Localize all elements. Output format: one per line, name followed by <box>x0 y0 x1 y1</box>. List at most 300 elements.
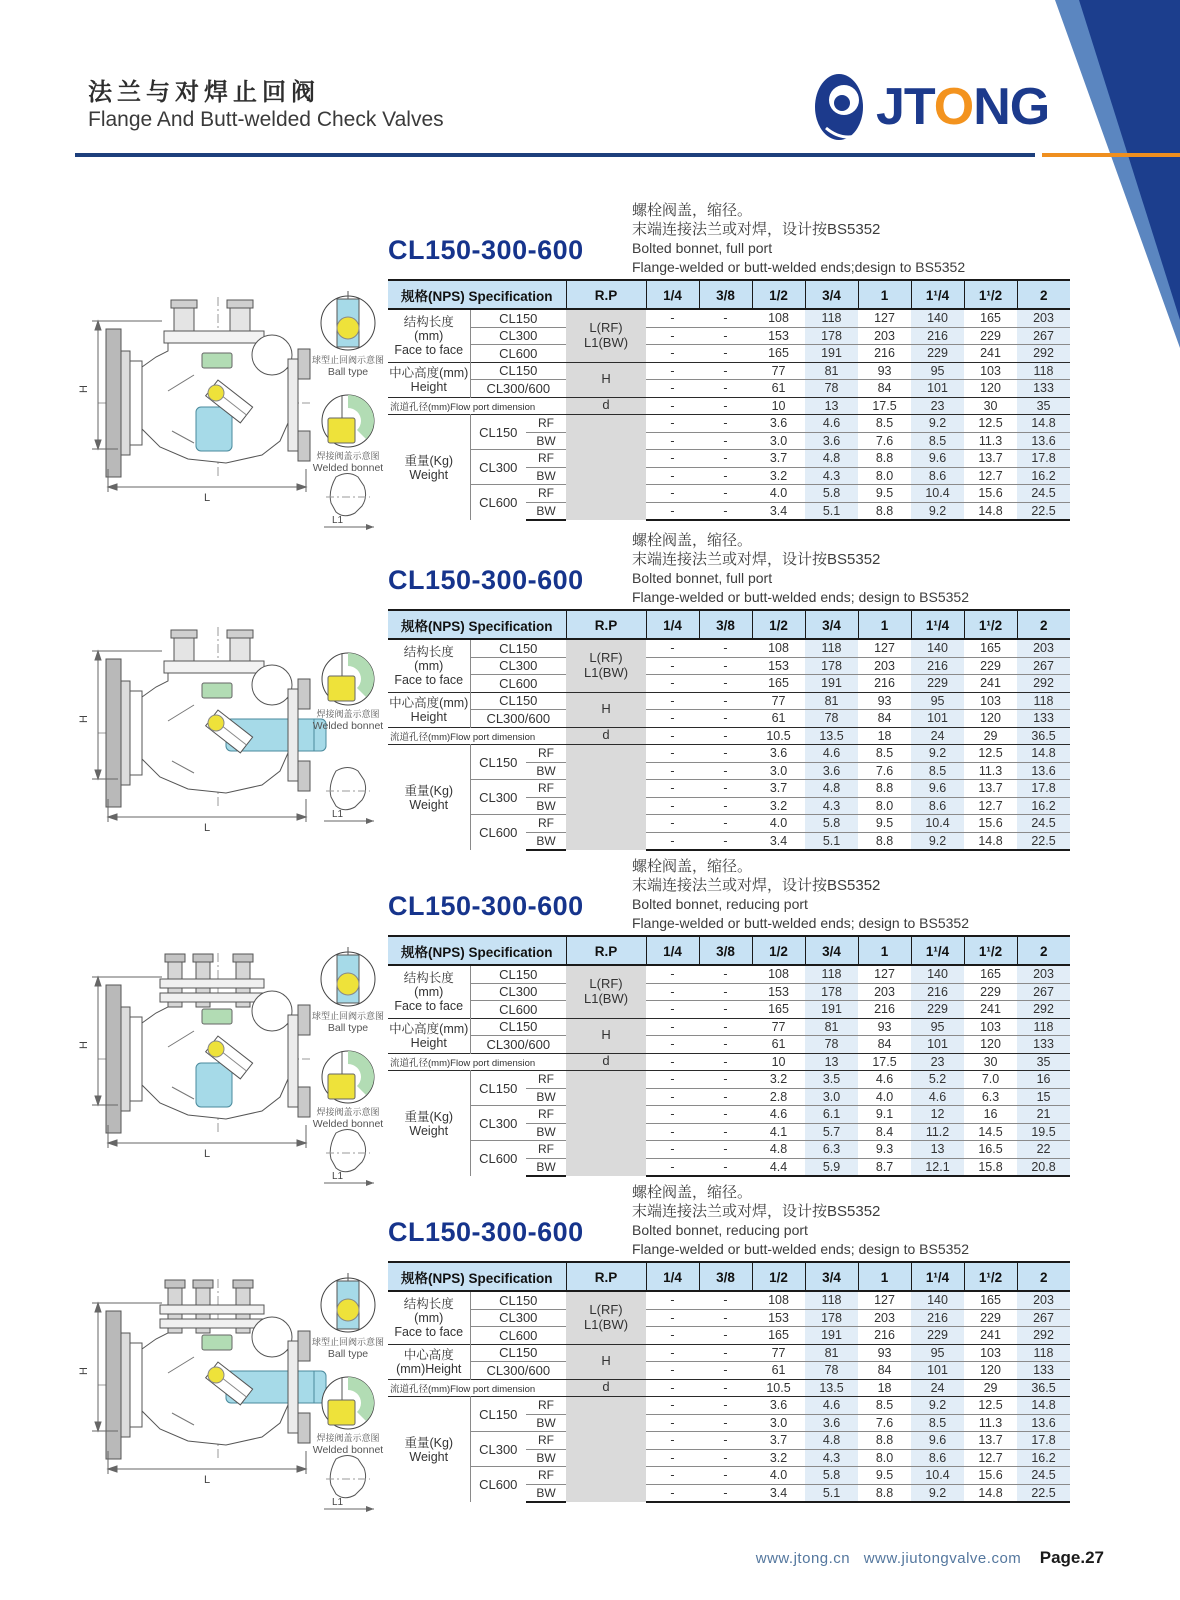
dash-cell: - <box>646 1397 699 1415</box>
dash-cell: - <box>699 1432 752 1450</box>
value-cell: 10.5 <box>752 1379 805 1397</box>
dash-cell: - <box>646 797 699 815</box>
class-label-cell: CL150 <box>470 639 566 657</box>
dash-cell: - <box>646 1467 699 1485</box>
size-col-header: 3/4 <box>805 610 858 639</box>
value-cell: 3.6 <box>752 415 805 433</box>
dash-cell: - <box>646 432 699 450</box>
value-cell: 3.6 <box>805 1414 858 1432</box>
value-cell: 93 <box>858 1344 911 1362</box>
value-cell: 9.2 <box>911 832 964 850</box>
table-row <box>388 639 1070 657</box>
dash-cell: - <box>646 1362 699 1380</box>
spec-table <box>388 935 1070 1177</box>
value-cell: 29 <box>964 727 1017 745</box>
value-cell: 3.6 <box>752 1397 805 1415</box>
value-cell: 77 <box>752 362 805 380</box>
value-cell: 229 <box>964 1309 1017 1327</box>
value-cell: 9.5 <box>858 1467 911 1485</box>
value-cell: 10.5 <box>752 727 805 745</box>
value-cell: 8.0 <box>858 1449 911 1467</box>
size-col-header: 1¹/4 <box>911 936 964 965</box>
dimension-table <box>388 279 1070 521</box>
table-row <box>388 780 1070 798</box>
valve-technical-drawing <box>76 601 388 867</box>
value-cell: 120 <box>964 1362 1017 1380</box>
dash-cell: - <box>699 432 752 450</box>
value-cell: 229 <box>911 1001 964 1019</box>
value-cell: 78 <box>805 710 858 728</box>
section-title: CL150-300-600 <box>388 235 584 265</box>
value-cell: 4.0 <box>752 815 805 833</box>
logo-letters: JT <box>876 78 934 136</box>
group-label-cell: 中心高度(mm) Height <box>388 692 470 727</box>
table-row <box>388 1432 1070 1450</box>
dash-cell: - <box>699 745 752 763</box>
value-cell: 9.5 <box>858 485 911 503</box>
size-col-header: 1¹/2 <box>964 280 1017 309</box>
rp-col-header: R.P <box>566 280 646 309</box>
value-cell: 13.6 <box>1017 432 1070 450</box>
end-type-cell: RF <box>526 1141 566 1159</box>
spec-col-header: 规格(NPS) Specification <box>388 280 566 309</box>
value-cell: 229 <box>964 327 1017 345</box>
value-cell: 35 <box>1017 397 1070 415</box>
group-label-cell: 结构长度 (mm) Face to face <box>388 309 470 362</box>
dash-cell: - <box>646 1001 699 1019</box>
value-cell: 35 <box>1017 1053 1070 1071</box>
value-cell: 5.1 <box>805 832 858 850</box>
table-row <box>388 362 1070 380</box>
size-col-header: 2 <box>1017 1262 1070 1291</box>
value-cell: 93 <box>858 1018 911 1036</box>
value-cell: 7.0 <box>964 1071 1017 1089</box>
value-cell: 23 <box>911 397 964 415</box>
rp-cell: L(RF) L1(BW) <box>566 309 646 362</box>
spec-table <box>388 1261 1070 1503</box>
dash-cell: - <box>699 1362 752 1380</box>
value-cell: 18 <box>858 1379 911 1397</box>
value-cell: 77 <box>752 692 805 710</box>
dimension-table <box>388 935 1070 1177</box>
svg-text:球型止回阀示意图: 球型止回阀示意图 <box>311 1337 385 1347</box>
value-cell: 3.6 <box>805 432 858 450</box>
value-cell: 267 <box>1017 327 1070 345</box>
value-cell: 84 <box>858 380 911 398</box>
dim-l1-label: L1 <box>332 1497 344 1508</box>
value-cell: 3.0 <box>752 432 805 450</box>
dash-cell: - <box>646 965 699 983</box>
table-row <box>388 1106 1070 1124</box>
header-row <box>388 610 1070 639</box>
dim-l-label: L <box>203 492 211 504</box>
end-type-cell: BW <box>526 797 566 815</box>
dash-cell: - <box>646 1036 699 1054</box>
svg-text:球型止回阀示意图: 球型止回阀示意图 <box>311 355 385 365</box>
value-cell: 61 <box>752 1362 805 1380</box>
value-cell: 3.0 <box>752 762 805 780</box>
class-label-cell: CL150 <box>470 1018 566 1036</box>
value-cell: 14.8 <box>1017 745 1070 763</box>
table-row <box>388 1291 1070 1309</box>
table-row <box>388 1001 1070 1019</box>
svg-text:Welded bonnet: Welded bonnet <box>312 720 384 732</box>
value-cell: 203 <box>858 657 911 675</box>
jtong-logo <box>812 70 1049 144</box>
value-cell: 13.7 <box>964 780 1017 798</box>
dash-cell: - <box>699 380 752 398</box>
size-col-header: 1/4 <box>646 280 699 309</box>
value-cell: 165 <box>964 965 1017 983</box>
table-row <box>388 327 1070 345</box>
dash-cell: - <box>699 1344 752 1362</box>
value-cell: 10 <box>752 1053 805 1071</box>
table-row <box>388 1467 1070 1485</box>
value-cell: 191 <box>805 675 858 693</box>
page-title-en: Flange And Butt-welded Check Valves <box>88 108 444 131</box>
value-cell: 191 <box>805 1001 858 1019</box>
value-cell: 108 <box>752 1291 805 1309</box>
value-cell: 17.8 <box>1017 450 1070 468</box>
class-label-cell: CL150 <box>470 692 566 710</box>
value-cell: 11.3 <box>964 762 1017 780</box>
dash-cell: - <box>699 815 752 833</box>
value-cell: 3.0 <box>805 1088 858 1106</box>
end-type-cell: RF <box>526 450 566 468</box>
value-cell: 120 <box>964 380 1017 398</box>
value-cell: 153 <box>752 983 805 1001</box>
dash-cell: - <box>699 1449 752 1467</box>
end-type-cell: BW <box>526 762 566 780</box>
value-cell: 103 <box>964 1344 1017 1362</box>
corner-ribbon-decoration <box>1055 0 1180 360</box>
value-cell: 12.7 <box>964 1449 1017 1467</box>
value-cell: 9.6 <box>911 450 964 468</box>
class-label-cell: CL300/600 <box>470 1362 566 1380</box>
size-col-header: 1/2 <box>752 1262 805 1291</box>
value-cell: 5.2 <box>911 1071 964 1089</box>
class-label-cell: CL300 <box>470 1432 526 1467</box>
end-type-cell: BW <box>526 1123 566 1141</box>
welded-bonnet-icon <box>313 395 384 474</box>
value-cell: 153 <box>752 657 805 675</box>
value-cell: 178 <box>805 657 858 675</box>
rp-cell <box>566 415 646 521</box>
size-col-header: 1¹/2 <box>964 1262 1017 1291</box>
value-cell: 11.2 <box>911 1123 964 1141</box>
value-cell: 3.7 <box>752 450 805 468</box>
value-cell: 95 <box>911 1018 964 1036</box>
table-row <box>388 1327 1070 1345</box>
value-cell: 3.2 <box>752 1071 805 1089</box>
value-cell: 3.0 <box>752 1414 805 1432</box>
value-cell: 9.2 <box>911 1484 964 1502</box>
dash-cell: - <box>646 502 699 520</box>
value-cell: 13.7 <box>964 450 1017 468</box>
end-type-cell: BW <box>526 1484 566 1502</box>
desc-line-en: Flange-welded or butt-welded ends; design to BS5352 <box>632 915 969 931</box>
value-cell: 229 <box>911 345 964 363</box>
value-cell: 8.5 <box>911 762 964 780</box>
value-cell: 6.3 <box>964 1088 1017 1106</box>
value-cell: 95 <box>911 692 964 710</box>
size-col-header: 1 <box>858 610 911 639</box>
class-label-cell: CL150 <box>470 745 526 780</box>
dash-cell: - <box>699 327 752 345</box>
value-cell: 118 <box>805 639 858 657</box>
rp-col-header: R.P <box>566 610 646 639</box>
group-label-cell: 结构长度 (mm) Face to face <box>388 1291 470 1344</box>
class-label-cell: CL150 <box>470 1344 566 1362</box>
value-cell: 95 <box>911 362 964 380</box>
value-cell: 84 <box>858 710 911 728</box>
dash-cell: - <box>699 1309 752 1327</box>
dash-cell: - <box>699 1071 752 1089</box>
group-label-cell: 结构长度 (mm) Face to face <box>388 965 470 1018</box>
end-type-cell: RF <box>526 745 566 763</box>
value-cell: 22 <box>1017 1141 1070 1159</box>
value-cell: 140 <box>911 309 964 327</box>
class-label-cell: CL300/600 <box>470 380 566 398</box>
size-col-header: 2 <box>1017 610 1070 639</box>
flow-label-cell: 流道孔径(mm)Flow port dimension <box>388 397 566 415</box>
header-rule-blue <box>75 153 1035 157</box>
value-cell: 77 <box>752 1018 805 1036</box>
table-row <box>388 1071 1070 1089</box>
value-cell: 3.7 <box>752 1432 805 1450</box>
footer-url-2: www.jiutongvalve.com <box>863 1550 1022 1567</box>
value-cell: 16.2 <box>1017 797 1070 815</box>
desc-line-en: Bolted bonnet, reducing port <box>632 1222 808 1238</box>
value-cell: 118 <box>805 309 858 327</box>
value-cell: 165 <box>964 1291 1017 1309</box>
dash-cell: - <box>699 692 752 710</box>
value-cell: 13 <box>805 397 858 415</box>
value-cell: 14.8 <box>964 832 1017 850</box>
section-description <box>632 201 1078 277</box>
value-cell: 15 <box>1017 1088 1070 1106</box>
end-type-cell: BW <box>526 1449 566 1467</box>
value-cell: 108 <box>752 309 805 327</box>
value-cell: 10.4 <box>911 1467 964 1485</box>
ball-type-icon <box>312 1273 384 1360</box>
value-cell: 9.2 <box>911 415 964 433</box>
dash-cell: - <box>699 1088 752 1106</box>
value-cell: 8.6 <box>911 1449 964 1467</box>
value-cell: 13.7 <box>964 1432 1017 1450</box>
jtong-logo-text <box>876 70 1049 144</box>
dimension-table <box>388 609 1070 851</box>
rp-cell: L(RF) L1(BW) <box>566 639 646 692</box>
value-cell: 5.8 <box>805 815 858 833</box>
dash-cell: - <box>646 415 699 433</box>
dash-cell: - <box>646 467 699 485</box>
svg-text:焊接阀盖示意图: 焊接阀盖示意图 <box>316 709 380 719</box>
value-cell: 4.6 <box>911 1088 964 1106</box>
dim-h-label: H <box>78 1041 90 1049</box>
dash-cell: - <box>646 362 699 380</box>
dash-cell: - <box>646 657 699 675</box>
value-cell: 4.1 <box>752 1123 805 1141</box>
table-row <box>388 415 1070 433</box>
valve-technical-drawing <box>76 1253 388 1519</box>
end-type-cell: BW <box>526 502 566 520</box>
value-cell: 16.5 <box>964 1141 1017 1159</box>
value-cell: 78 <box>805 380 858 398</box>
value-cell: 20.8 <box>1017 1158 1070 1176</box>
class-label-cell: CL600 <box>470 675 566 693</box>
dash-cell: - <box>646 1106 699 1124</box>
desc-line-zh: 末端连接法兰或对焊，设计按BS5352 <box>632 551 881 568</box>
svg-text:焊接阀盖示意图: 焊接阀盖示意图 <box>316 451 380 461</box>
value-cell: 216 <box>858 1001 911 1019</box>
value-cell: 13 <box>911 1141 964 1159</box>
value-cell: 101 <box>911 710 964 728</box>
dash-cell: - <box>699 485 752 503</box>
value-cell: 4.6 <box>805 415 858 433</box>
dash-cell: - <box>699 309 752 327</box>
end-type-cell: RF <box>526 1071 566 1089</box>
value-cell: 4.6 <box>805 1397 858 1415</box>
value-cell: 216 <box>911 983 964 1001</box>
value-cell: 17.8 <box>1017 1432 1070 1450</box>
value-cell: 4.0 <box>752 485 805 503</box>
value-cell: 5.7 <box>805 1123 858 1141</box>
value-cell: 127 <box>858 965 911 983</box>
value-cell: 3.6 <box>805 762 858 780</box>
dash-cell: - <box>646 745 699 763</box>
dimension-table <box>388 1261 1070 1503</box>
weight-label-cell: 重量(Kg) Weight <box>388 1397 470 1503</box>
value-cell: 16.2 <box>1017 1449 1070 1467</box>
table-row <box>388 1397 1070 1415</box>
dash-cell: - <box>699 1141 752 1159</box>
valve-technical-drawing <box>76 927 388 1193</box>
size-col-header: 3/8 <box>699 936 752 965</box>
value-cell: 14.8 <box>964 1484 1017 1502</box>
dash-cell: - <box>646 1344 699 1362</box>
value-cell: 10 <box>752 397 805 415</box>
page-footer <box>0 1548 1104 1568</box>
value-cell: 8.8 <box>858 502 911 520</box>
value-cell: 13 <box>805 1053 858 1071</box>
value-cell: 4.6 <box>805 745 858 763</box>
value-cell: 4.3 <box>805 467 858 485</box>
dash-cell: - <box>646 1053 699 1071</box>
size-col-header: 1/2 <box>752 610 805 639</box>
svg-text:球型止回阀示意图: 球型止回阀示意图 <box>311 1011 385 1021</box>
desc-line-zh: 末端连接法兰或对焊，设计按BS5352 <box>632 877 881 894</box>
group-label-cell: 结构长度 (mm) Face to face <box>388 639 470 692</box>
welded-bonnet-icon <box>313 1051 384 1130</box>
value-cell: 140 <box>911 639 964 657</box>
dash-cell: - <box>646 1309 699 1327</box>
dash-cell: - <box>699 710 752 728</box>
rp-cell: H <box>566 362 646 397</box>
class-label-cell: CL150 <box>470 309 566 327</box>
value-cell: 4.6 <box>752 1106 805 1124</box>
svg-text:焊接阀盖示意图: 焊接阀盖示意图 <box>316 1107 380 1117</box>
dash-cell: - <box>646 780 699 798</box>
value-cell: 81 <box>805 1018 858 1036</box>
value-cell: 10.4 <box>911 485 964 503</box>
size-col-header: 1/2 <box>752 936 805 965</box>
section-bolted-bonnet-full-port-1 <box>0 195 1180 525</box>
dash-cell: - <box>646 1484 699 1502</box>
value-cell: 3.4 <box>752 832 805 850</box>
class-label-cell: CL300 <box>470 1106 526 1141</box>
value-cell: 12.1 <box>911 1158 964 1176</box>
size-col-header: 2 <box>1017 280 1070 309</box>
class-label-cell: CL150 <box>470 1071 526 1106</box>
dash-cell: - <box>646 1432 699 1450</box>
value-cell: 17.8 <box>1017 780 1070 798</box>
logo-letters: NG <box>973 78 1050 136</box>
value-cell: 24 <box>911 1379 964 1397</box>
value-cell: 8.0 <box>858 467 911 485</box>
welded-bonnet-icon <box>313 653 384 732</box>
desc-line-zh: 末端连接法兰或对焊，设计按BS5352 <box>632 1203 881 1220</box>
dash-cell: - <box>699 467 752 485</box>
dash-cell: - <box>699 502 752 520</box>
value-cell: 3.4 <box>752 502 805 520</box>
weight-label-cell: 重量(Kg) Weight <box>388 745 470 851</box>
value-cell: 8.6 <box>911 467 964 485</box>
dim-l-label: L <box>203 822 211 834</box>
size-col-header: 1¹/2 <box>964 610 1017 639</box>
section-bolted-bonnet-reducing-port-1 <box>0 851 1180 1181</box>
value-cell: 8.5 <box>911 432 964 450</box>
value-cell: 127 <box>858 639 911 657</box>
value-cell: 8.4 <box>858 1123 911 1141</box>
size-col-header: 3/4 <box>805 280 858 309</box>
desc-line-zh: 末端连接法兰或对焊，设计按BS5352 <box>632 221 881 238</box>
weight-label-cell: 重量(Kg) Weight <box>388 1071 470 1177</box>
footer-url-1: www.jtong.cn <box>755 1550 851 1567</box>
class-label-cell: CL600 <box>470 1141 526 1177</box>
page-title-zh: 法兰与对焊止回阀 <box>88 79 320 106</box>
rp-col-header: R.P <box>566 1262 646 1291</box>
value-cell: 12 <box>911 1106 964 1124</box>
table-row <box>388 710 1070 728</box>
value-cell: 5.9 <box>805 1158 858 1176</box>
value-cell: 15.6 <box>964 1467 1017 1485</box>
value-cell: 203 <box>858 1309 911 1327</box>
value-cell: 8.7 <box>858 1158 911 1176</box>
dash-cell: - <box>646 1123 699 1141</box>
value-cell: 8.8 <box>858 1484 911 1502</box>
value-cell: 216 <box>858 675 911 693</box>
rp-cell: L(RF) L1(BW) <box>566 1291 646 1344</box>
value-cell: 292 <box>1017 1001 1070 1019</box>
dash-cell: - <box>699 727 752 745</box>
dash-cell: - <box>646 675 699 693</box>
class-label-cell: CL600 <box>470 1327 566 1345</box>
value-cell: 118 <box>1017 1344 1070 1362</box>
end-type-cell: BW <box>526 467 566 485</box>
dash-cell: - <box>699 1106 752 1124</box>
flow-label-cell: 流道孔径(mm)Flow port dimension <box>388 727 566 745</box>
value-cell: 3.5 <box>805 1071 858 1089</box>
value-cell: 140 <box>911 965 964 983</box>
end-type-cell: BW <box>526 1414 566 1432</box>
size-col-header: 3/8 <box>699 1262 752 1291</box>
value-cell: 4.8 <box>805 780 858 798</box>
rp-cell <box>566 745 646 851</box>
value-cell: 3.2 <box>752 797 805 815</box>
value-cell: 11.3 <box>964 432 1017 450</box>
rp-col-header: R.P <box>566 936 646 965</box>
